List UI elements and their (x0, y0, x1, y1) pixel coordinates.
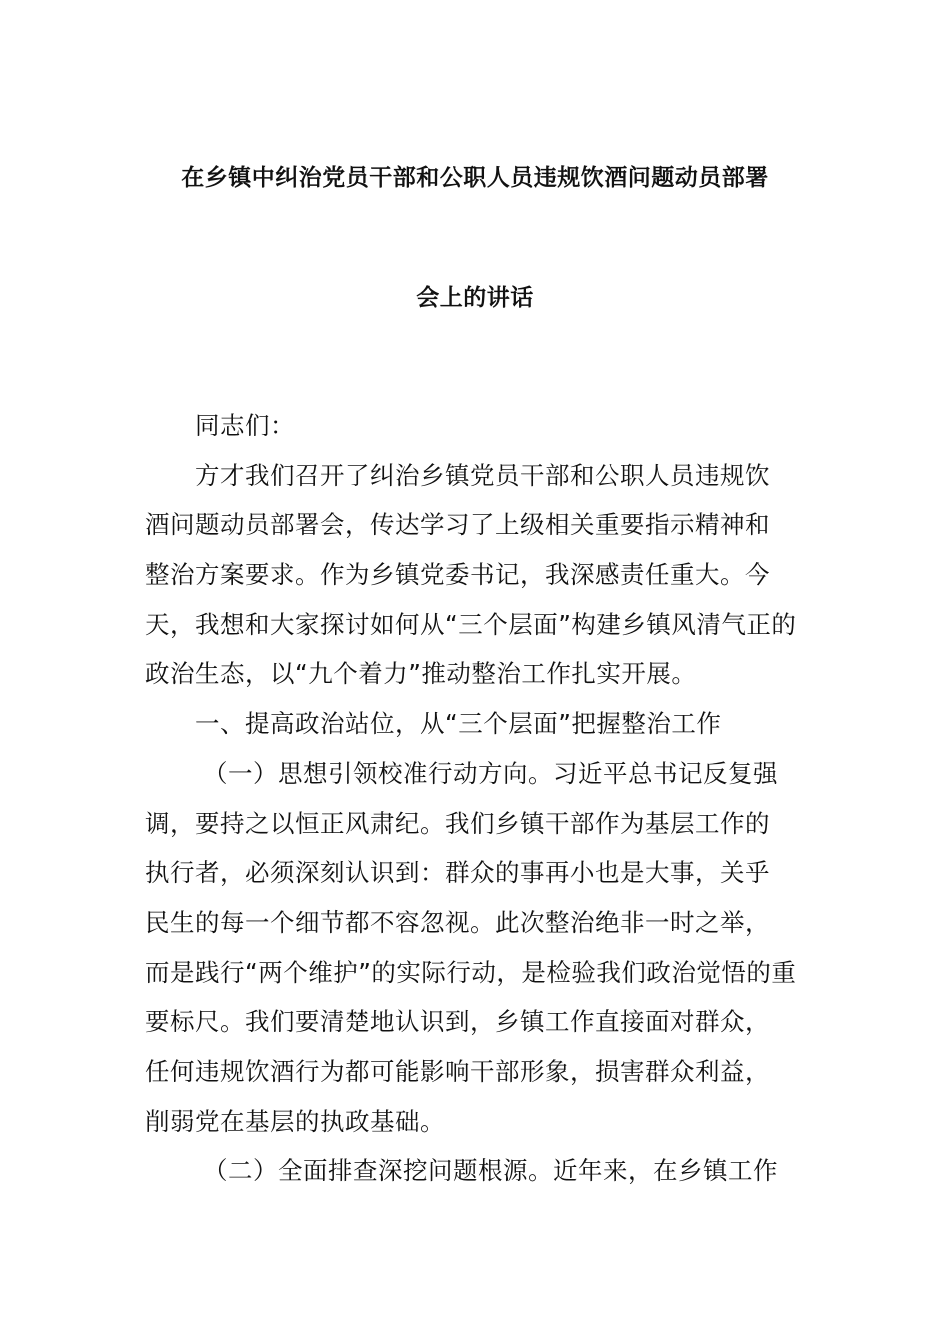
subsection-heading-line: （二）全面排查深挖问题根源。近年来，在乡镇工作 (203, 1156, 778, 1186)
salutation: 同志们： (195, 411, 295, 440)
subsection-heading-line: （一）思想引领校准行动方向。习近平总书记反复强 (203, 758, 778, 788)
paragraph-line: 酒问题动员部署会，传达学习了上级相关重要指示精神和 (145, 510, 770, 540)
document-body (145, 401, 805, 1196)
paragraph-line: 要标尺。我们要清楚地认识到，乡镇工作直接面对群众， (145, 1007, 770, 1037)
paragraph-line: 政治生态，以“九个着力”推动整治工作扎实开展。 (145, 659, 697, 689)
document-title-line-2: 会上的讲话 (416, 285, 534, 311)
paragraph-line: 方才我们召开了纠治乡镇党员干部和公职人员违规饮 (195, 460, 770, 490)
paragraph-line: 整治方案要求。作为乡镇党委书记，我深感责任重大。今 (145, 560, 770, 590)
paragraph-line: 执行者，必须深刻认识到：群众的事再小也是大事，关乎 (145, 858, 770, 888)
paragraph-line: 任何违规饮酒行为都可能影响干部形象，损害群众利益， (145, 1056, 770, 1086)
paragraph-line: 削弱党在基层的执政基础。 (145, 1106, 445, 1136)
paragraph-line: 而是践行“两个维护”的实际行动，是检验我们政治觉悟的重 (145, 957, 797, 987)
section-heading: 一、提高政治站位，从“三个层面”把握整治工作 (195, 709, 722, 739)
document-title-line-1: 在乡镇中纠治党员干部和公职人员违规饮酒问题动员部署 (181, 165, 769, 191)
paragraph-line: 调，要持之以恒正风肃纪。我们乡镇干部作为基层工作的 (145, 808, 770, 838)
paragraph-line: 民生的每一个细节都不容忽视。此次整治绝非一时之举， (145, 907, 770, 937)
paragraph-line: 天，我想和大家探讨如何从“三个层面”构建乡镇风清气正的 (145, 609, 797, 639)
